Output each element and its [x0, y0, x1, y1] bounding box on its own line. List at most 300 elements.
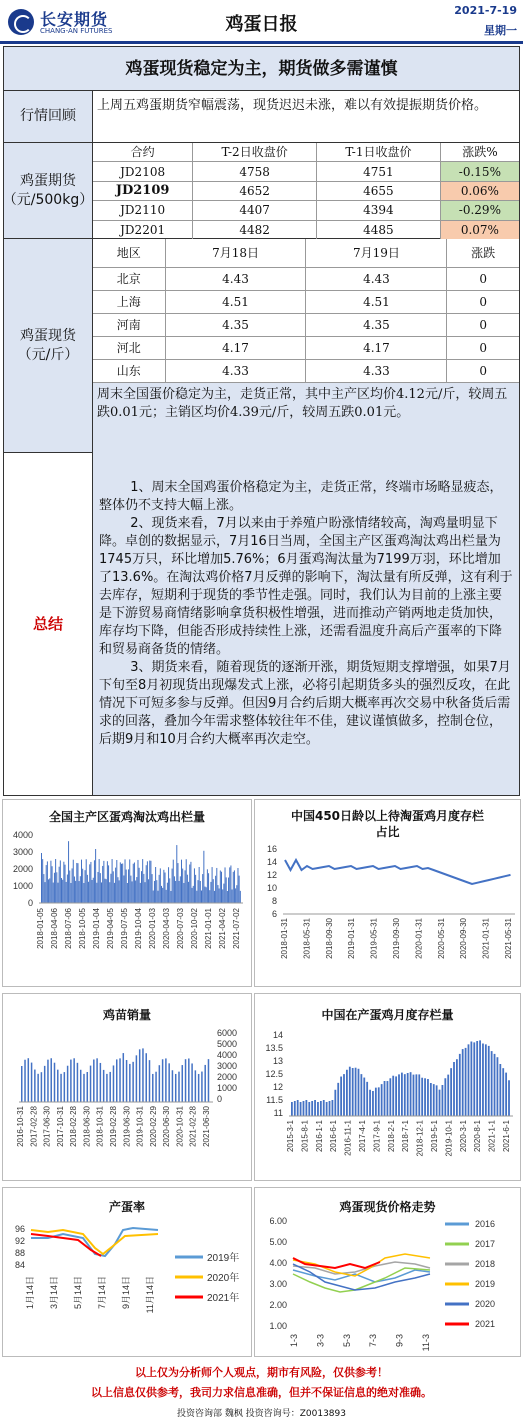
- bar: [136, 1055, 138, 1102]
- bar: [75, 881, 76, 903]
- bar: [233, 872, 234, 903]
- change-cell: -0.15%: [440, 162, 519, 181]
- bar: [317, 1102, 319, 1116]
- disclaimer-1: 以上仅为分析师个人观点，期市有风险，仅供参考！: [135, 1366, 388, 1379]
- bar: [188, 882, 189, 903]
- bar: [497, 1057, 499, 1116]
- bar: [95, 849, 96, 903]
- bar: [64, 1072, 66, 1102]
- y-tick: 10: [266, 883, 277, 893]
- bar: [187, 875, 188, 903]
- bar: [155, 1072, 157, 1102]
- legend-2021: 2021: [475, 1319, 496, 1329]
- bar: [436, 1085, 438, 1116]
- table-row: [93, 314, 519, 337]
- bar: [72, 868, 73, 903]
- bar: [50, 861, 51, 903]
- y-tick: 1000: [12, 881, 33, 891]
- x-tick: 2021-04-02: [218, 908, 227, 949]
- bar: [326, 1102, 328, 1116]
- bar: [459, 1054, 461, 1116]
- y-tick: 13: [272, 1056, 283, 1066]
- bar: [136, 877, 137, 903]
- summary-label: 总结: [4, 453, 93, 795]
- bar: [116, 1059, 118, 1102]
- series-line: [285, 860, 511, 884]
- futures-header: T-2日收盘价: [193, 143, 317, 162]
- x-tick: 5月14日: [73, 1276, 83, 1310]
- bar: [404, 1074, 406, 1116]
- y-tick: 5000: [217, 1039, 238, 1049]
- legend-2016: 2016: [475, 1219, 496, 1229]
- bar: [358, 1069, 360, 1116]
- bar: [168, 1063, 170, 1102]
- bar: [113, 1065, 115, 1102]
- y-tick: 2.00: [269, 1300, 287, 1310]
- x-tick: 2021-02-28: [188, 1106, 198, 1147]
- bar: [119, 1058, 121, 1102]
- bar: [96, 883, 97, 903]
- bar: [387, 1081, 389, 1116]
- x-tick: 2020-10-02: [190, 908, 199, 949]
- bar: [163, 870, 164, 903]
- report-header: [0, 0, 523, 44]
- price-cell: 4485: [317, 220, 441, 239]
- bar: [157, 891, 158, 903]
- bar: [145, 1053, 147, 1102]
- report-weekday: 星期一: [484, 24, 517, 37]
- x-tick: 5-3: [341, 1334, 352, 1348]
- bar: [31, 1063, 33, 1102]
- bar: [113, 871, 114, 903]
- bar: [61, 878, 62, 903]
- bar: [314, 1100, 316, 1116]
- x-tick: 2021-05-31: [504, 918, 513, 959]
- table-row: [93, 337, 519, 360]
- bar: [415, 1074, 417, 1116]
- bar: [135, 880, 136, 903]
- bar: [97, 872, 98, 903]
- bar: [123, 1053, 125, 1102]
- table-row: [93, 268, 519, 291]
- y-tick: 6000: [217, 1028, 238, 1038]
- summary-paragraph: 1、周末全国鸡蛋价格稳定为主，走货正常，终端市场略显疲态，整体仍不支持大幅上涨。: [99, 480, 503, 513]
- bar: [190, 862, 191, 903]
- x-tick: 9-3: [394, 1334, 405, 1348]
- bar: [198, 1074, 200, 1102]
- bar: [482, 1043, 484, 1116]
- bar: [129, 1064, 131, 1102]
- bar: [65, 865, 66, 903]
- bar: [188, 1058, 190, 1102]
- spot-header: 涨跌: [447, 239, 519, 268]
- bar: [110, 874, 111, 903]
- x-tick: 2017-06-30: [42, 1106, 52, 1147]
- bar: [200, 881, 201, 903]
- x-tick: 2020-10-31: [175, 1106, 185, 1147]
- bar: [153, 890, 154, 903]
- bar: [407, 1073, 409, 1116]
- bar: [499, 1064, 501, 1116]
- y-tick: 4000: [12, 830, 33, 840]
- x-tick: 2018-2-1: [386, 1120, 396, 1153]
- bar: [60, 860, 61, 903]
- bar: [201, 1072, 203, 1102]
- bar: [197, 880, 198, 903]
- bar: [237, 868, 238, 903]
- legend-2018: 2018: [475, 1259, 496, 1269]
- bar: [56, 872, 57, 903]
- summary-box: [93, 453, 519, 795]
- bar: [182, 869, 183, 903]
- chart-title: 产蛋率: [108, 1200, 145, 1214]
- legend-2017: 2017: [475, 1239, 496, 1249]
- bar: [208, 1059, 210, 1102]
- futures-table: [93, 143, 519, 239]
- x-tick: 2020-8-1: [473, 1120, 483, 1153]
- bar: [300, 1102, 302, 1116]
- x-tick: 2021-01-31: [481, 918, 491, 959]
- bar: [225, 867, 226, 903]
- chart-title: 鸡苗销量: [102, 1008, 151, 1022]
- bar: [128, 869, 129, 903]
- bar: [303, 1101, 305, 1116]
- x-tick: 2020-3-1: [458, 1120, 468, 1153]
- bar: [219, 888, 220, 903]
- bar: [42, 859, 43, 903]
- bar: [145, 882, 146, 903]
- price-cell: 4407: [193, 201, 317, 220]
- bar: [240, 891, 241, 903]
- bar: [193, 886, 194, 903]
- x-tick: 2016-10-31: [16, 1106, 25, 1147]
- price-cell: 4.51: [165, 291, 306, 314]
- x-tick: 7-3: [368, 1334, 379, 1348]
- bar: [139, 868, 140, 903]
- bar: [66, 882, 67, 903]
- bar: [141, 871, 142, 903]
- bar: [43, 874, 44, 903]
- bar: [191, 1063, 193, 1102]
- bar: [488, 1046, 490, 1116]
- bar: [230, 865, 231, 903]
- bar: [101, 882, 102, 903]
- x-tick: 2018-06-30: [82, 1106, 92, 1147]
- price-cell: 4482: [193, 220, 317, 239]
- bar: [173, 860, 174, 903]
- bar: [129, 859, 130, 903]
- legend-2020: 2020年: [207, 1273, 240, 1284]
- series-2020-line: [31, 1230, 158, 1254]
- futures-row: [4, 143, 519, 239]
- x-tick: 2019-10-04: [134, 908, 143, 949]
- price-cell: 4.33: [165, 360, 306, 383]
- contract-cell: JD2108: [93, 162, 193, 181]
- bar: [418, 1074, 420, 1116]
- bar: [183, 883, 184, 903]
- x-tick: 2019-02-28: [109, 1106, 118, 1147]
- bar: [24, 1060, 26, 1102]
- region-cell: 河北: [93, 337, 165, 360]
- bar: [165, 873, 166, 903]
- bar: [103, 861, 104, 903]
- bar: [106, 879, 107, 903]
- bar: [149, 861, 150, 903]
- bar: [73, 860, 74, 903]
- bar: [60, 1074, 62, 1102]
- bar: [121, 864, 122, 903]
- bar: [175, 1074, 177, 1102]
- x-tick: 2016-6-1: [329, 1120, 339, 1153]
- bar: [170, 891, 171, 903]
- bar: [206, 887, 207, 903]
- report-date: 2021-7-19: [454, 4, 517, 17]
- bar: [93, 1059, 95, 1102]
- y-tick: 6: [271, 909, 277, 919]
- bar: [143, 874, 144, 903]
- bar: [494, 1054, 496, 1116]
- x-tick: 3月14日: [49, 1276, 59, 1310]
- change-cell: -0.29%: [440, 201, 519, 220]
- bar: [223, 884, 224, 903]
- bar: [105, 879, 106, 903]
- bar: [139, 1049, 141, 1102]
- bar: [70, 1060, 72, 1102]
- summary-content: [93, 453, 519, 795]
- change-cell: 0.07%: [440, 220, 519, 239]
- price-cell: 4655: [317, 181, 441, 200]
- bar: [83, 1074, 85, 1102]
- bar: [433, 1084, 435, 1116]
- bar: [46, 865, 47, 903]
- y-tick: 3000: [217, 1061, 238, 1071]
- bar: [194, 868, 195, 903]
- y-tick: 12: [266, 870, 277, 880]
- bar: [395, 1076, 397, 1116]
- bar: [381, 1084, 383, 1116]
- bar: [195, 875, 196, 903]
- x-tick: 2018-12-1: [415, 1120, 425, 1157]
- bar: [476, 1041, 478, 1116]
- chart-c6-svg: [255, 1208, 520, 1358]
- bar: [45, 882, 46, 903]
- bar: [114, 883, 115, 903]
- spot-table-wrap: [93, 239, 519, 452]
- table-row: [93, 220, 519, 239]
- bar: [120, 862, 121, 903]
- price-cell: 4394: [317, 201, 441, 220]
- bar: [392, 1076, 394, 1116]
- futures-header: T-1日收盘价: [317, 143, 441, 162]
- bar: [102, 866, 103, 903]
- x-tick: 2018-02-28: [69, 1106, 79, 1147]
- bar: [108, 865, 109, 903]
- bar: [185, 870, 186, 903]
- x-tick: 2021-01-01: [204, 908, 213, 949]
- bar: [456, 1059, 458, 1116]
- bar: [162, 888, 163, 903]
- y-tick: 12.5: [265, 1069, 283, 1079]
- bar: [209, 890, 210, 903]
- bar: [177, 863, 178, 903]
- bar: [185, 1059, 187, 1102]
- y-tick: 0: [27, 898, 33, 908]
- bar: [87, 875, 88, 903]
- bar: [439, 1090, 441, 1116]
- bar: [156, 880, 157, 903]
- bar: [352, 1068, 354, 1116]
- bar: [41, 1072, 43, 1102]
- bar: [148, 879, 149, 903]
- bar: [323, 1100, 325, 1116]
- x-tick: 2020-01-03: [148, 908, 157, 949]
- bar: [152, 1074, 154, 1102]
- bar: [59, 867, 60, 903]
- y-tick: 4.00: [269, 1258, 287, 1268]
- bar: [332, 1100, 334, 1116]
- chart-laying-rate: [2, 1187, 252, 1357]
- bar: [215, 876, 216, 903]
- x-tick: 2018-10-31: [95, 1106, 105, 1147]
- bar: [57, 883, 58, 903]
- report-body: [3, 46, 520, 796]
- bar: [54, 873, 55, 903]
- bar: [401, 1073, 403, 1116]
- price-cell: 4758: [193, 162, 317, 181]
- table-row: [93, 181, 519, 200]
- bar: [199, 867, 200, 903]
- y-tick: 14: [272, 1030, 283, 1040]
- bar: [54, 1063, 56, 1102]
- bar: [85, 870, 86, 903]
- bar: [297, 1100, 299, 1116]
- spot-label: 鸡蛋现货（元/斤）: [4, 239, 93, 452]
- bar: [202, 874, 203, 903]
- chart-spot-price-trend: [254, 1187, 521, 1357]
- bar: [154, 881, 155, 903]
- bar: [337, 1083, 339, 1116]
- bar: [57, 1070, 59, 1102]
- chart-title: 全国主产区蛋鸡淘汰鸡出栏量: [48, 810, 205, 824]
- bar: [53, 883, 54, 903]
- price-cell: 4.35: [165, 314, 306, 337]
- legend-2020: 2020: [475, 1299, 496, 1309]
- futures-header-row: [93, 143, 519, 162]
- x-tick: 2018-01-05: [36, 908, 45, 949]
- y-tick: 88: [14, 1248, 25, 1258]
- bar: [221, 872, 222, 903]
- bar: [134, 862, 135, 903]
- table-row: [93, 201, 519, 220]
- y-tick: 2000: [217, 1072, 238, 1082]
- x-tick: 2019-5-1: [430, 1120, 439, 1153]
- bar: [87, 1072, 89, 1102]
- bar: [214, 891, 215, 903]
- bar: [100, 873, 101, 903]
- y-tick: 1.00: [269, 1321, 287, 1331]
- bar: [73, 1058, 75, 1102]
- bar: [222, 889, 223, 903]
- bar: [375, 1088, 377, 1116]
- summary-paragraph: 3、期货来看，随着现货的逐渐开涨，期货短期支撑增强，如果7月下旬至8月初现货出现爆发式上涨，必将引起期货多头的强烈反攻，在此情况下可短多参与反弹。但因9月合约后期大概率再次交易中秋备货后需求的回落，叠加今年需求整体较往年不佳，建议谨慎做多，控制仓位，后期9月和10月合约大概率再次走空。: [99, 660, 511, 747]
- bar: [181, 860, 182, 903]
- x-tick: 2016-1-1: [314, 1120, 324, 1153]
- bar: [204, 1065, 206, 1102]
- x-tick: 9月14日: [121, 1276, 131, 1310]
- bar: [69, 871, 70, 903]
- price-cell: 4751: [317, 162, 441, 181]
- bar: [236, 885, 237, 903]
- review-text: 上周五鸡蛋期货窄幅震荡，现货迟迟未涨，难以有效提振期货价格。: [97, 98, 488, 113]
- bar: [340, 1077, 342, 1116]
- chart-c3-svg: [3, 1022, 251, 1182]
- change-cell: 0: [447, 314, 519, 337]
- bar: [142, 1048, 144, 1102]
- bar: [179, 881, 180, 903]
- bar: [52, 866, 53, 903]
- bar: [308, 1102, 310, 1116]
- bar: [505, 1073, 507, 1116]
- y-tick: 92: [14, 1236, 25, 1246]
- spot-header: 7月18日: [165, 239, 306, 268]
- x-tick: 2017-9-1: [372, 1120, 382, 1153]
- bar: [508, 1080, 510, 1116]
- x-tick: 2019-06-30: [122, 1106, 132, 1147]
- bar: [329, 1101, 331, 1116]
- bar: [343, 1074, 345, 1116]
- futures-table-wrap: [93, 143, 519, 238]
- bar: [161, 886, 162, 903]
- bar: [123, 875, 124, 903]
- chart-c2-svg: [255, 838, 520, 988]
- bar: [220, 870, 221, 903]
- x-tick: 2015-8-1: [300, 1120, 310, 1153]
- bar: [88, 882, 89, 903]
- bar: [94, 860, 95, 903]
- bar: [47, 861, 48, 903]
- bar: [21, 1066, 23, 1102]
- bar: [90, 1066, 92, 1102]
- bar: [491, 1051, 493, 1116]
- y-tick: 16: [266, 844, 277, 854]
- y-tick: 84: [14, 1260, 25, 1270]
- change-cell: 0: [447, 360, 519, 383]
- x-tick: 2018-05-31: [302, 918, 312, 959]
- x-tick: 2020-07-03: [176, 908, 185, 949]
- price-cell: 4.43: [306, 268, 447, 291]
- bar: [49, 878, 50, 903]
- spot-row: [4, 239, 519, 453]
- bar: [55, 859, 56, 903]
- bar: [107, 861, 108, 903]
- bar: [473, 1042, 475, 1116]
- x-tick: 2020-05-31: [436, 918, 446, 959]
- price-cell: 4.43: [165, 268, 306, 291]
- charts-section: [0, 797, 523, 1362]
- review-label: 行情回顾: [4, 91, 93, 142]
- x-tick: 11月14日: [145, 1276, 155, 1314]
- bar: [369, 1090, 371, 1116]
- bar: [96, 1058, 98, 1102]
- x-tick: 2020-04-03: [162, 908, 171, 949]
- bar: [349, 1067, 351, 1116]
- bar: [106, 1074, 108, 1102]
- bar: [360, 1074, 362, 1116]
- bar: [444, 1078, 446, 1116]
- bar: [413, 1075, 415, 1116]
- bar: [196, 891, 197, 903]
- spot-header: 7月19日: [306, 239, 447, 268]
